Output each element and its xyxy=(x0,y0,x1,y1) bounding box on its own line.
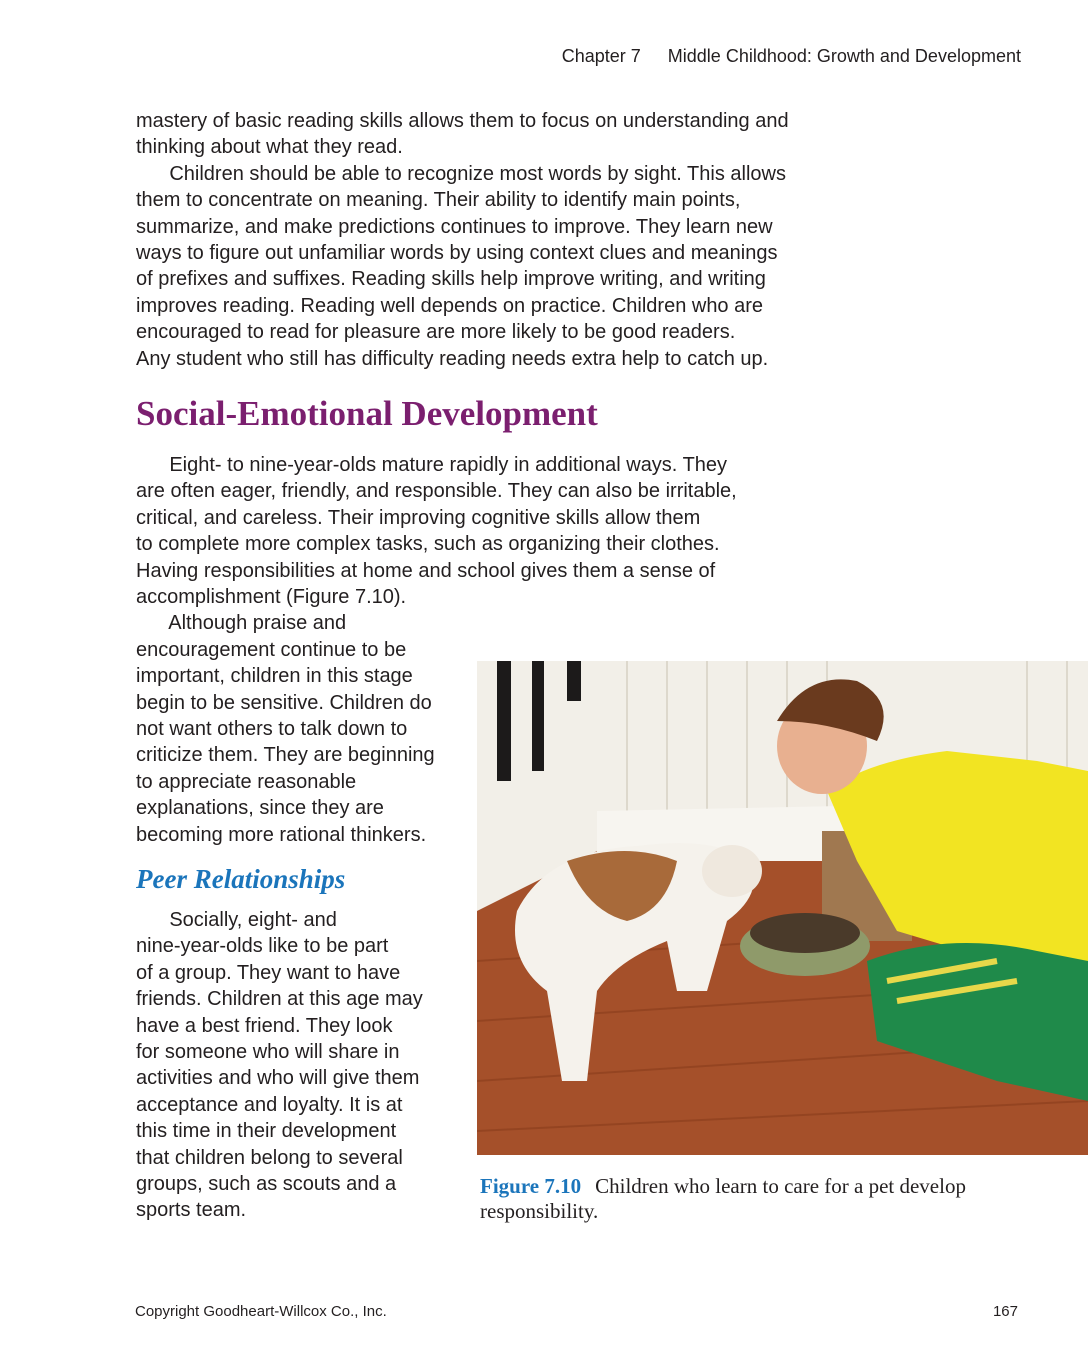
text-line: activities and who will give them xyxy=(136,1067,420,1090)
text-line: important, children in this stage xyxy=(136,665,413,688)
text-line: accomplishment (Figure 7.10). xyxy=(136,586,407,609)
text-line: thinking about what they read. xyxy=(136,136,403,159)
figure-label: Figure 7.10 xyxy=(480,1174,582,1198)
text-line: Although praise and xyxy=(136,612,347,635)
text-line: begin to be sensitive. Children do xyxy=(136,691,432,714)
section-heading: Social-Emotional Development xyxy=(136,394,598,433)
peer-text xyxy=(136,907,423,1224)
text-line: sports team. xyxy=(136,1199,247,1222)
text-line: criticize them. They are beginning xyxy=(136,744,435,767)
text-line: friends. Children at this age may xyxy=(136,988,423,1011)
intro-text xyxy=(136,108,789,372)
subheading: Peer Relationships xyxy=(136,864,346,894)
text-line: not want others to talk down to xyxy=(136,718,408,741)
copyright: Copyright Goodheart-Willcox Co., Inc. xyxy=(135,1303,387,1320)
text-line: encouraged to read for pleasure are more likely to be good readers. xyxy=(136,321,736,344)
text-line: becoming more rational thinkers. xyxy=(136,823,427,846)
text-line: nine-year-olds like to be part xyxy=(136,935,389,958)
figure-caption xyxy=(480,1174,1080,1224)
text-line: acceptance and loyalty. It is at xyxy=(136,1093,403,1116)
text-line: that children belong to several xyxy=(136,1146,403,1169)
figure-photo xyxy=(477,661,1088,1155)
text-line: are often eager, friendly, and responsible. They can also be irritable, xyxy=(136,480,737,503)
text-line: Eight- to nine-year-olds mature rapidly in additional ways. They xyxy=(136,454,728,476)
text-line: ways to figure out unfamiliar words by using context clues and meanings xyxy=(136,242,778,265)
text-line: mastery of basic reading skills allows them to focus on understanding and xyxy=(136,110,789,132)
text-line: of prefixes and suffixes. Reading skills help improve writing, and writing xyxy=(136,268,766,291)
figure-caption-text: Children who learn to care for a pet develop responsibility. xyxy=(480,1174,966,1223)
text-line: this time in their development xyxy=(136,1120,397,1143)
text-line: summarize, and make predictions continues to improve. They learn new xyxy=(136,215,773,238)
text-line: groups, such as scouts and a xyxy=(136,1173,397,1196)
text-line: Having responsibilities at home and school gives them a sense of xyxy=(136,559,716,582)
text-line: to complete more complex tasks, such as organizing their clothes. xyxy=(136,533,720,556)
text-line: encouragement continue to be xyxy=(136,638,407,661)
chapter-title: Middle Childhood: Growth and Development xyxy=(667,46,1021,66)
text-line: them to concentrate on meaning. Their ability to identify main points, xyxy=(136,189,741,212)
text-line: Children should be able to recognize most words by sight. This allows xyxy=(136,162,786,185)
text-line: for someone who will share in xyxy=(136,1041,400,1064)
text-line: Socially, eight- and xyxy=(136,909,337,931)
chapter-label: Chapter 7 xyxy=(561,46,641,66)
text-line: explanations, since they are xyxy=(136,797,384,820)
text-line: improves reading. Reading well depends on practice. Children who are xyxy=(136,294,764,317)
page-number: 167 xyxy=(992,1303,1018,1320)
text-line: Any student who still has difficulty reading needs extra help to catch up. xyxy=(136,347,769,370)
text-line: have a best friend. They look xyxy=(136,1014,393,1037)
text-line: critical, and careless. Their improving cognitive skills allow them xyxy=(136,506,701,529)
text-line: to appreciate reasonable xyxy=(136,770,357,793)
text-line: of a group. They want to have xyxy=(136,961,401,984)
running-header xyxy=(540,46,1021,67)
